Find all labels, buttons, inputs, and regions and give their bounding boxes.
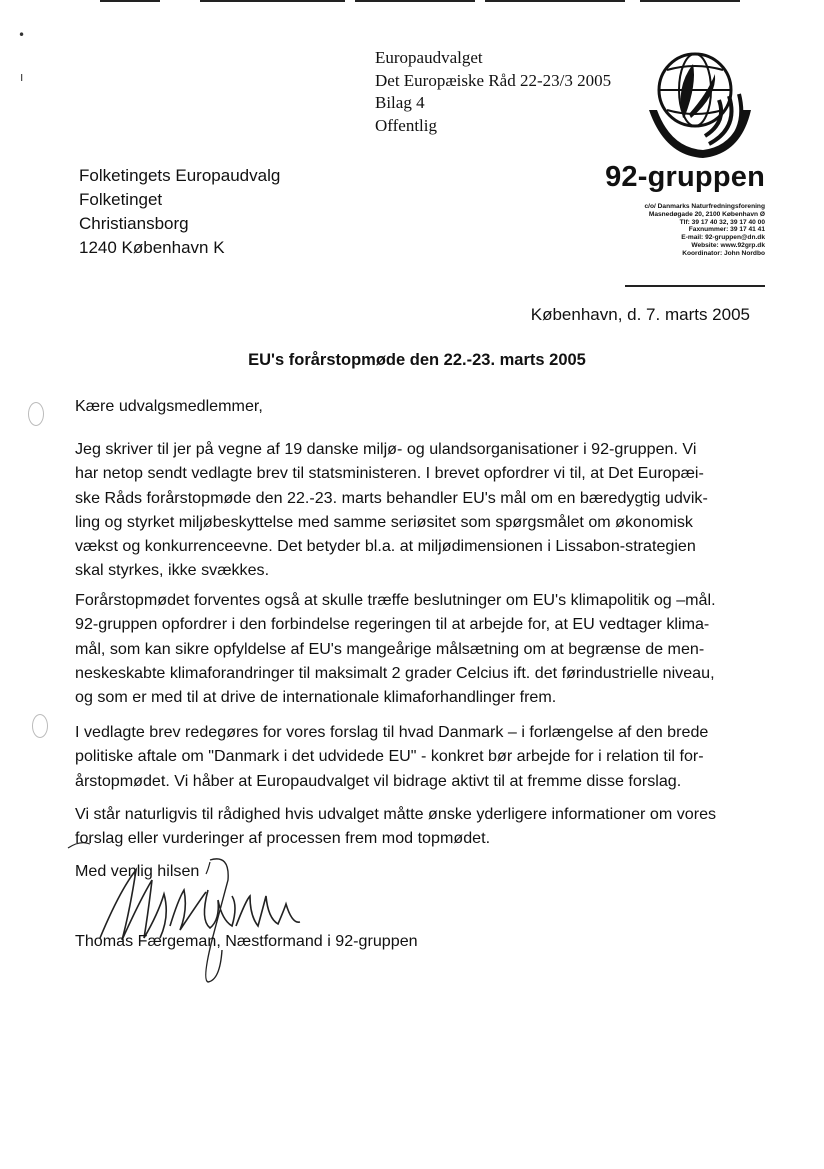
recipient-line: Christiansborg (79, 214, 189, 233)
scan-edge-line (640, 0, 740, 2)
recipient-line: 1240 København K (79, 238, 225, 257)
contact-line: Tlf: 39 17 40 32, 39 17 40 00 (679, 218, 765, 226)
globe-leaf-logo-icon (645, 48, 755, 162)
paragraph-line: vækst og konkurrenceevne. Det betyder bl.a. at miljødimensionen i Lissabon-strategien (75, 537, 696, 556)
contact-line: Koordinator: John Nordbo (682, 249, 765, 257)
signer-name-title: Thomas Færgeman, Næstformand i 92-gruppen (75, 932, 418, 950)
scan-edge-line (200, 0, 345, 2)
recipient-address (79, 164, 280, 260)
reference-council: Det Europæiske Råd 22-23/3 2005 (375, 70, 612, 90)
paragraph-line: 92-gruppen opfordrer i den forbindelse regeringen til at arbejde for, at EU vedtager klima- (75, 615, 710, 634)
closing-phrase: Med venlig hilsen (75, 862, 200, 880)
paragraph-line: og som er med til at drive de internationale klimaforhandlinger frem. (75, 688, 557, 707)
scan-edge-line (485, 0, 625, 2)
handwritten-signature (60, 830, 340, 990)
contact-line: Website: www.92grp.dk (691, 241, 765, 249)
paragraph-line: neskeskabte klimaforandringer til maksimalt 2 grader Celcius ift. det førindustrielle niveau, (75, 663, 715, 682)
paragraph-line: politiske aftale om "Danmark i det udvidede EU" - konkret bør arbejde for i relation til for- (75, 747, 704, 766)
paragraph-line: årstopmødet. Vi håber at Europaudvalget vil bidrage aktivt til at fremme disse forslag. (75, 771, 682, 790)
body-paragraph (75, 588, 716, 709)
paragraph-line: ske Råds forårstopmøde den 22.-23. marts behandler EU's mål om en bæredygtig udvik- (75, 488, 708, 507)
paragraph-line: skal styrkes, ikke svækkes. (75, 561, 270, 580)
scan-edge-line (355, 0, 475, 2)
paragraph-line: Jeg skriver til jer på vegne af 19 danske miljø- og ulandsorganisationer i 92-gruppen. Vi (75, 440, 697, 458)
body-paragraph (75, 437, 708, 583)
punch-hole-mark (32, 714, 48, 738)
letter-date: København, d. 7. marts 2005 (530, 305, 750, 324)
paragraph-line: har netop sendt vedlagte brev til statsministeren. I brevet opfordrer vi til, at Det Europæi- (75, 464, 704, 483)
contact-line: Masnedøgade 20, 2100 København Ø (648, 210, 765, 218)
paragraph-line: I vedlagte brev redegøres for vores forslag til hvad Danmark – i forlængelse af den brede (75, 723, 709, 741)
paragraph-line: mål, som kan sikre opfyldelse af EU's mangeårige målsætning om at begrænse de men- (75, 639, 705, 658)
organization-name: 92-gruppen (605, 161, 765, 193)
reference-annex: Bilag 4 (375, 93, 425, 112)
punch-hole-mark (28, 402, 44, 426)
contact-line: c/o/ Danmarks Naturfredningsforening (644, 203, 765, 210)
reference-block (375, 47, 611, 137)
contact-line: Faxnummer: 39 17 41 41 (688, 226, 765, 234)
paragraph-line: ling og styrket miljøbeskyttelse med samme seriøsitet som spørgsmålet om økonomisk (75, 512, 693, 531)
margin-speck: • (18, 28, 26, 42)
reference-status: Offentlig (375, 115, 438, 135)
paragraph-line: forslag eller vurderinger af processen frem mod topmødet. (75, 829, 491, 848)
contact-divider (625, 285, 765, 287)
paragraph-line: Forårstopmødet forventes også at skulle træffe beslutninger om EU's klimapolitik og –mål. (75, 591, 716, 609)
letter-subject: EU's forårstopmøde den 22.-23. marts 2005 (248, 351, 586, 369)
recipient-line: Folketingets Europaudvalg (79, 166, 281, 185)
contact-line: E-mail: 92-gruppen@dn.dk (681, 234, 765, 242)
paragraph-line: Vi står naturligvis til rådighed hvis udvalget måtte ønske yderligere informationer om vores (75, 805, 717, 823)
body-paragraph (75, 720, 708, 793)
reference-committee: Europaudvalget (375, 48, 483, 67)
salutation: Kære udvalgsmedlemmer, (75, 397, 263, 415)
recipient-line: Folketinget (79, 190, 163, 209)
margin-speck: ı (20, 70, 24, 84)
scan-edge-line (100, 0, 160, 2)
organization-contact-block (520, 203, 765, 258)
